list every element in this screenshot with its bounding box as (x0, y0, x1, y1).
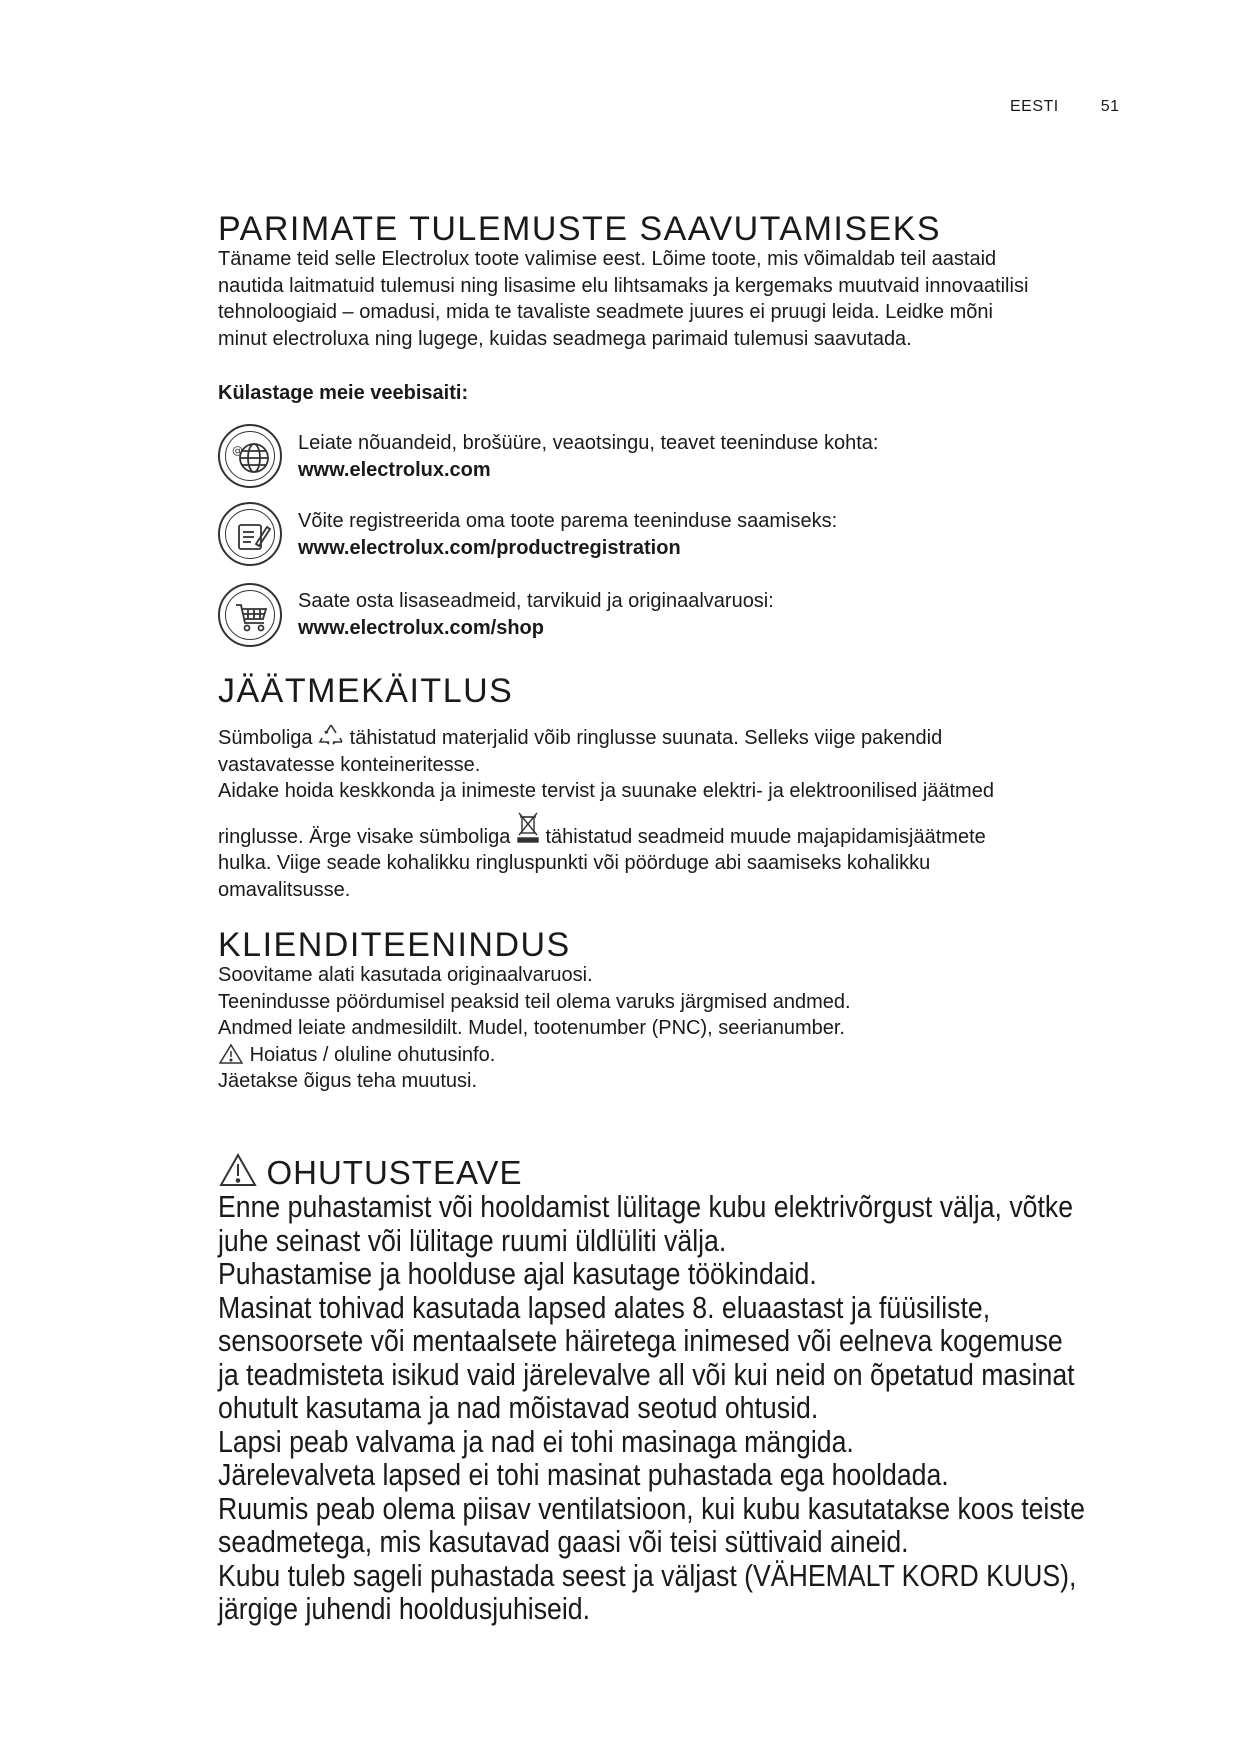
safety-line: sensoorsete või mentaalsete häiretega inimesed või eelneva kogemuse (218, 1323, 1063, 1358)
service-warning: Hoiatus / oluline ohutusinfo. (218, 1042, 1138, 1069)
safety-line: Ruumis peab olema piisav ventilatsioon, kui kubu kasutatakse koos teiste (218, 1490, 1085, 1526)
disposal-line: omavalitsusse. (218, 878, 351, 901)
safety-line: Masinat tohivad kasutada lapsed alates 8. eluaastast ja füüsiliste, (218, 1289, 991, 1325)
safety-line: järgige juhendi hooldusjuhiseid. (218, 1591, 591, 1626)
safety-line: Järelevalveta lapsed ei tohi masinat puhastada ega hooldada. (218, 1457, 949, 1492)
disposal-line: vastavatesse konteineritesse. (218, 753, 481, 776)
weee-bin-icon (516, 811, 540, 845)
safety-line: Enne puhastamist või hooldamist lülitage kubu elektrivõrgust välja, võtke (218, 1189, 1074, 1224)
intro-body (218, 246, 1138, 352)
disposal-body (218, 722, 1138, 903)
service-section (218, 926, 1138, 964)
svg-text:@: @ (232, 444, 243, 457)
website-item-text: Saate osta lisaseadmeid, tarvikuid ja originaalvaruosi: (298, 590, 774, 612)
safety-line: Puhastamise ja hoolduse ajal kasutage töökindaid. (218, 1256, 817, 1291)
safety-line: Kubu tuleb sageli puhastada seest ja väljast (VÄHEMALT KORD KUUS), (218, 1557, 1077, 1593)
warning-icon (218, 1043, 244, 1065)
page-header (1010, 98, 1120, 116)
disposal-title: JÄÄTMEKÄITLUS (218, 672, 514, 710)
safety-heading (218, 1152, 1138, 1192)
website-link[interactable]: www.electrolux.com/shop (298, 617, 544, 639)
intro-line: tehnoloogiaid – omadusi, mida te tavaliste seadmete juures ei pruugi leida. Leidke mõni (218, 301, 993, 323)
disposal-line: Aidake hoida keskkonda ja inimeste tervist ja suunake elektri- ja elektroonilised jäätmed (218, 780, 994, 802)
website-item-text: Leiate nõuandeid, brošüüre, veaotsingu, teavet teeninduse kohta: (298, 432, 879, 454)
service-line: Andmed leiate andmesildilt. Mudel, tootenumber (PNC), seerianumber. (218, 1017, 845, 1039)
disposal-line: Sümboliga tähistatud materjalid võib ringlusse suunata. Selleks viige pakendid (218, 722, 1138, 752)
service-line: Teenindusse pöördumisel peaksid teil olema varuks järgmised andmed. (218, 990, 851, 1013)
safety-line: seadmetega, mis kasutavad gaasi või teisi süttivaid aineid. (218, 1524, 909, 1559)
website-item-info (298, 430, 1118, 484)
service-line: Jäetakse õigus teha muutusi. (218, 1070, 478, 1092)
website-item-register (298, 508, 1118, 562)
website-heading: Külastage meie veebisaiti: (218, 382, 469, 404)
register-icon (218, 502, 282, 566)
service-title: KLIENDITEENINDUS (218, 926, 571, 964)
service-line: Soovitame alati kasutada originaalvaruosi. (218, 964, 593, 986)
website-item-shop (298, 588, 1118, 642)
safety-line: Lapsi peab valvama ja nad ei tohi masinaga mängida. (218, 1423, 854, 1459)
intro-section (218, 210, 1138, 248)
safety-body (218, 1190, 1138, 1626)
safety-line: ohutult kasutama ja nad mõistavad seotud ohtusid. (218, 1390, 819, 1425)
safety-line: juhe seinast või lülitage ruumi üldlüliti välja. (218, 1222, 727, 1258)
website-link[interactable]: www.electrolux.com (298, 459, 491, 481)
safety-title: OHUTUSTEAVE (266, 1154, 523, 1191)
globe-icon (218, 424, 282, 488)
disposal-line: ringlusse. Ärge visake sümboliga tähistatud seadmeid muude majapidamisjäätmete (218, 811, 1138, 851)
intro-title: PARIMATE TULEMUSTE SAAVUTAMISEKS (218, 210, 942, 248)
cart-icon (218, 583, 282, 647)
section-label: EESTI (1010, 98, 1059, 115)
intro-line: nautida laitmatuid tulemusi ning lisasime elu lihtsamaks ja kergemaks muutvaid innovaatilisi (218, 274, 1029, 297)
disposal-section (218, 672, 1138, 710)
safety-line: ja teadmisteta isikud vaid järelevalve all või kui neid on õpetatud masinat (218, 1356, 1075, 1392)
page-number: 51 (1100, 98, 1120, 115)
warning-icon (218, 1152, 258, 1188)
website-link[interactable]: www.electrolux.com/productregistration (298, 537, 681, 559)
intro-line: Täname teid selle Electrolux toote valimise eest. Lõime toote, mis võimaldab teil aastaid (218, 248, 997, 270)
intro-line: minut electroluxa ning lugege, kuidas seadmega parimaid tulemusi saavutada. (218, 327, 912, 350)
service-body (218, 962, 1138, 1095)
website-item-text: Võite registreerida oma toote parema teeninduse saamiseks: (298, 510, 838, 532)
recycle-icon (318, 722, 344, 748)
disposal-line: hulka. Viige seade kohalikku ringluspunkti või pöörduge abi saamiseks kohalikku (218, 852, 931, 874)
